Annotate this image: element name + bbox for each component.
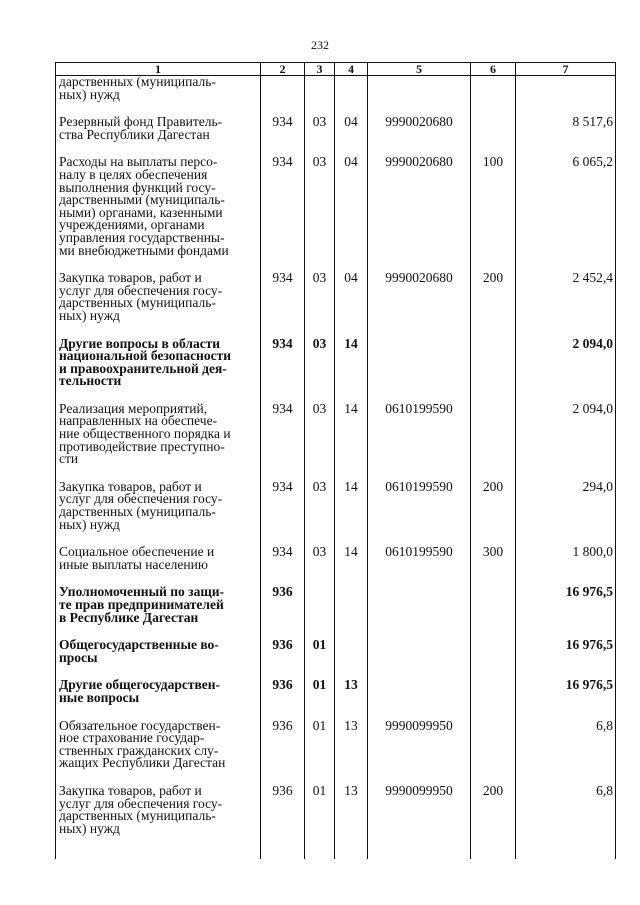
section-cell: 01 bbox=[305, 785, 335, 835]
target-article-cell bbox=[368, 679, 471, 719]
section-cell: 03 bbox=[305, 272, 335, 337]
amount-cell: 1 800,0 bbox=[516, 546, 616, 586]
name-line: просы bbox=[59, 649, 98, 665]
amount-cell: 8 517,6 bbox=[516, 116, 616, 156]
amount-cell: 6,8 bbox=[516, 785, 616, 835]
subsection-cell: 13 bbox=[335, 785, 368, 835]
target-article-cell: 0610199590 bbox=[368, 403, 471, 481]
amount-cell: 294,0 bbox=[516, 481, 616, 546]
section-cell: 03 bbox=[305, 403, 335, 481]
column-header: 3 bbox=[305, 63, 335, 76]
amount-cell: 6 065,2 bbox=[516, 156, 616, 272]
empty-cell bbox=[516, 835, 616, 859]
subsection-cell: 04 bbox=[335, 156, 368, 272]
name-line: ных) нужд bbox=[59, 820, 120, 836]
name-line: сти bbox=[59, 451, 79, 467]
section-cell: 03 bbox=[305, 116, 335, 156]
target-article-cell: 9990020680 bbox=[368, 272, 471, 337]
expense-type-cell: 200 bbox=[471, 272, 516, 337]
expense-type-cell bbox=[471, 720, 516, 785]
column-header: 5 bbox=[368, 63, 471, 76]
subsection-cell: 14 bbox=[335, 338, 368, 403]
expense-type-cell bbox=[471, 338, 516, 403]
row-name-cell bbox=[56, 478, 261, 546]
row-name-cell bbox=[56, 679, 261, 719]
name-line: в Республике Дагестан bbox=[59, 609, 199, 625]
amount-cell: 2 452,4 bbox=[516, 272, 616, 337]
empty-cell bbox=[368, 835, 471, 859]
target-article-cell bbox=[368, 586, 471, 639]
empty-cell bbox=[471, 835, 516, 859]
table-row bbox=[56, 116, 616, 156]
name-line: ные вопросы bbox=[59, 689, 140, 705]
budget-code-cell: 934 bbox=[261, 156, 305, 272]
name-line: ное страхование государ- bbox=[59, 730, 205, 746]
name-line: Закупка товаров, работ и bbox=[59, 782, 202, 798]
table-row-filler bbox=[56, 835, 616, 859]
target-article-cell bbox=[368, 338, 471, 403]
name-line: ных) нужд bbox=[59, 307, 120, 323]
name-line: национальной безопасности bbox=[59, 348, 231, 364]
name-line: Другие общегосударствен- bbox=[59, 677, 221, 693]
row-name-cell bbox=[56, 639, 261, 679]
subsection-cell: 14 bbox=[335, 546, 368, 586]
section-cell: 01 bbox=[305, 679, 335, 719]
name-line: Расходы на выплаты персо- bbox=[59, 154, 218, 170]
target-article-cell bbox=[368, 639, 471, 679]
table-row bbox=[56, 720, 616, 785]
name-line: выполнения функций госу- bbox=[59, 179, 216, 195]
empty-cell bbox=[56, 835, 261, 859]
subsection-cell: 04 bbox=[335, 272, 368, 337]
column-header: 2 bbox=[261, 63, 305, 76]
budget-code-cell: 936 bbox=[261, 720, 305, 785]
name-line: услуг для обеспечения госу- bbox=[59, 795, 223, 811]
amount-cell: 2 094,0 bbox=[516, 403, 616, 481]
expense-type-cell: 200 bbox=[471, 481, 516, 546]
name-line: дарственных (муниципаль- bbox=[59, 295, 216, 311]
section-cell: 03 bbox=[305, 481, 335, 546]
budget-code-cell: 934 bbox=[261, 338, 305, 403]
target-article-cell: 9990099950 bbox=[368, 785, 471, 835]
name-line: дарственными (муниципаль- bbox=[59, 192, 225, 208]
subsection-cell: 13 bbox=[335, 720, 368, 785]
section-cell bbox=[305, 586, 335, 639]
section-cell: 03 bbox=[305, 338, 335, 403]
row-name-cell bbox=[56, 546, 261, 586]
budget-code-cell: 934 bbox=[261, 546, 305, 586]
name-line: Резервный фонд Правитель- bbox=[59, 114, 223, 130]
expense-type-cell: 300 bbox=[471, 546, 516, 586]
budget-code-cell: 934 bbox=[261, 272, 305, 337]
name-line: ми внебюджетными фондами bbox=[59, 242, 229, 258]
name-line: услуг для обеспечения госу- bbox=[59, 491, 223, 507]
table-row bbox=[56, 586, 616, 639]
target-article-cell: 9990020680 bbox=[368, 156, 471, 272]
table-row bbox=[56, 338, 616, 403]
row-name-cell bbox=[56, 116, 261, 156]
target-article-cell: 0610199590 bbox=[368, 546, 471, 586]
name-line: противодействие преступно- bbox=[59, 438, 225, 454]
name-line: ства Республики Дагестан bbox=[59, 126, 210, 142]
name-line: учреждениями, органами bbox=[59, 217, 205, 233]
name-line: Реализация мероприятий, bbox=[59, 400, 208, 416]
table-row-continuation bbox=[56, 76, 616, 117]
name-line: тельности bbox=[59, 373, 122, 389]
amount-cell: 16 976,5 bbox=[516, 639, 616, 679]
expense-type-cell bbox=[471, 586, 516, 639]
subsection-cell: 04 bbox=[335, 116, 368, 156]
name-line: ными) органами, казенными bbox=[59, 204, 223, 220]
name-line: направленных на обеспече- bbox=[59, 413, 218, 429]
row-name-cell bbox=[56, 782, 261, 836]
budget-code-cell: 934 bbox=[261, 403, 305, 481]
budget-table bbox=[55, 62, 616, 859]
name-line: управления государственны- bbox=[59, 229, 225, 245]
name-line: Закупка товаров, работ и bbox=[59, 478, 202, 494]
budget-code-cell: 936 bbox=[261, 586, 305, 639]
empty-cell bbox=[261, 835, 305, 859]
page-number: 232 bbox=[311, 38, 329, 52]
amount-cell: 16 976,5 bbox=[516, 586, 616, 639]
name-line: Общегосударственные во- bbox=[59, 637, 219, 653]
name-line: дарственных (муниципаль- bbox=[59, 808, 216, 824]
table-body bbox=[56, 76, 616, 860]
row-name-cell bbox=[56, 717, 261, 785]
budget-code-cell: 936 bbox=[261, 785, 305, 835]
expense-type-cell bbox=[471, 679, 516, 719]
name-line: Обязательное государствен- bbox=[59, 717, 221, 733]
column-header: 4 bbox=[335, 63, 368, 76]
expense-type-cell: 200 bbox=[471, 785, 516, 835]
target-article-cell: 9990099950 bbox=[368, 720, 471, 785]
target-article-cell: 9990020680 bbox=[368, 116, 471, 156]
row-name-cell bbox=[56, 156, 261, 272]
name-line: ных) нужд bbox=[59, 516, 120, 532]
expense-type-cell bbox=[471, 639, 516, 679]
row-name-cell bbox=[56, 335, 261, 403]
budget-code-cell: 934 bbox=[261, 481, 305, 546]
table-row bbox=[56, 785, 616, 835]
section-cell: 01 bbox=[305, 720, 335, 785]
name-line: ние общественного порядка и bbox=[59, 426, 231, 442]
name-line: Закупка товаров, работ и bbox=[59, 270, 202, 286]
expense-type-cell: 100 bbox=[471, 156, 516, 272]
table-row bbox=[56, 403, 616, 481]
table-row bbox=[56, 481, 616, 546]
name-line: услуг для обеспечения госу- bbox=[59, 282, 223, 298]
expense-type-cell bbox=[471, 116, 516, 156]
name-line: Социальное обеспечение и bbox=[59, 544, 215, 560]
subsection-cell: 14 bbox=[335, 403, 368, 481]
name-line: и правоохранительной дея- bbox=[59, 360, 227, 376]
name-line: Другие вопросы в области bbox=[59, 335, 221, 351]
table-row bbox=[56, 679, 616, 719]
subsection-cell: 14 bbox=[335, 481, 368, 546]
table-row bbox=[56, 156, 616, 272]
row-name-cell bbox=[56, 400, 261, 481]
column-header: 1 bbox=[56, 63, 261, 76]
name-line: ственных гражданских слу- bbox=[59, 742, 219, 758]
row-name-cell bbox=[56, 272, 261, 337]
table-row bbox=[56, 546, 616, 586]
budget-code-cell: 936 bbox=[261, 679, 305, 719]
budget-code-cell: 934 bbox=[261, 116, 305, 156]
column-header: 7 bbox=[516, 63, 616, 76]
empty-cell bbox=[335, 835, 368, 859]
subsection-cell bbox=[335, 586, 368, 639]
target-article-cell: 0610199590 bbox=[368, 481, 471, 546]
expense-type-cell bbox=[471, 403, 516, 481]
name-line: дарственных (муниципаль- bbox=[59, 74, 216, 89]
amount-cell: 6,8 bbox=[516, 720, 616, 785]
budget-code-cell: 936 bbox=[261, 639, 305, 679]
row-name-cell bbox=[56, 76, 261, 117]
section-cell: 01 bbox=[305, 639, 335, 679]
name-line: те прав предпринимателей bbox=[59, 597, 224, 612]
empty-cell bbox=[305, 835, 335, 859]
subsection-cell bbox=[335, 639, 368, 679]
subsection-cell: 13 bbox=[335, 679, 368, 719]
name-line: дарственных (муниципаль- bbox=[59, 504, 216, 520]
amount-cell: 2 094,0 bbox=[516, 338, 616, 403]
name-line: жащих Республики Дагестан bbox=[59, 755, 226, 771]
table-row bbox=[56, 639, 616, 679]
row-name-cell bbox=[56, 586, 261, 639]
amount-cell: 16 976,5 bbox=[516, 679, 616, 719]
section-cell: 03 bbox=[305, 546, 335, 586]
name-line: иные выплаты населению bbox=[59, 556, 208, 572]
name-line: Уполномоченный по защи- bbox=[59, 584, 225, 600]
name-line: ных) нужд bbox=[59, 86, 120, 102]
column-header: 6 bbox=[471, 63, 516, 76]
section-cell: 03 bbox=[305, 156, 335, 272]
name-line: налу в целях обеспечения bbox=[59, 166, 208, 182]
table-row bbox=[56, 272, 616, 337]
